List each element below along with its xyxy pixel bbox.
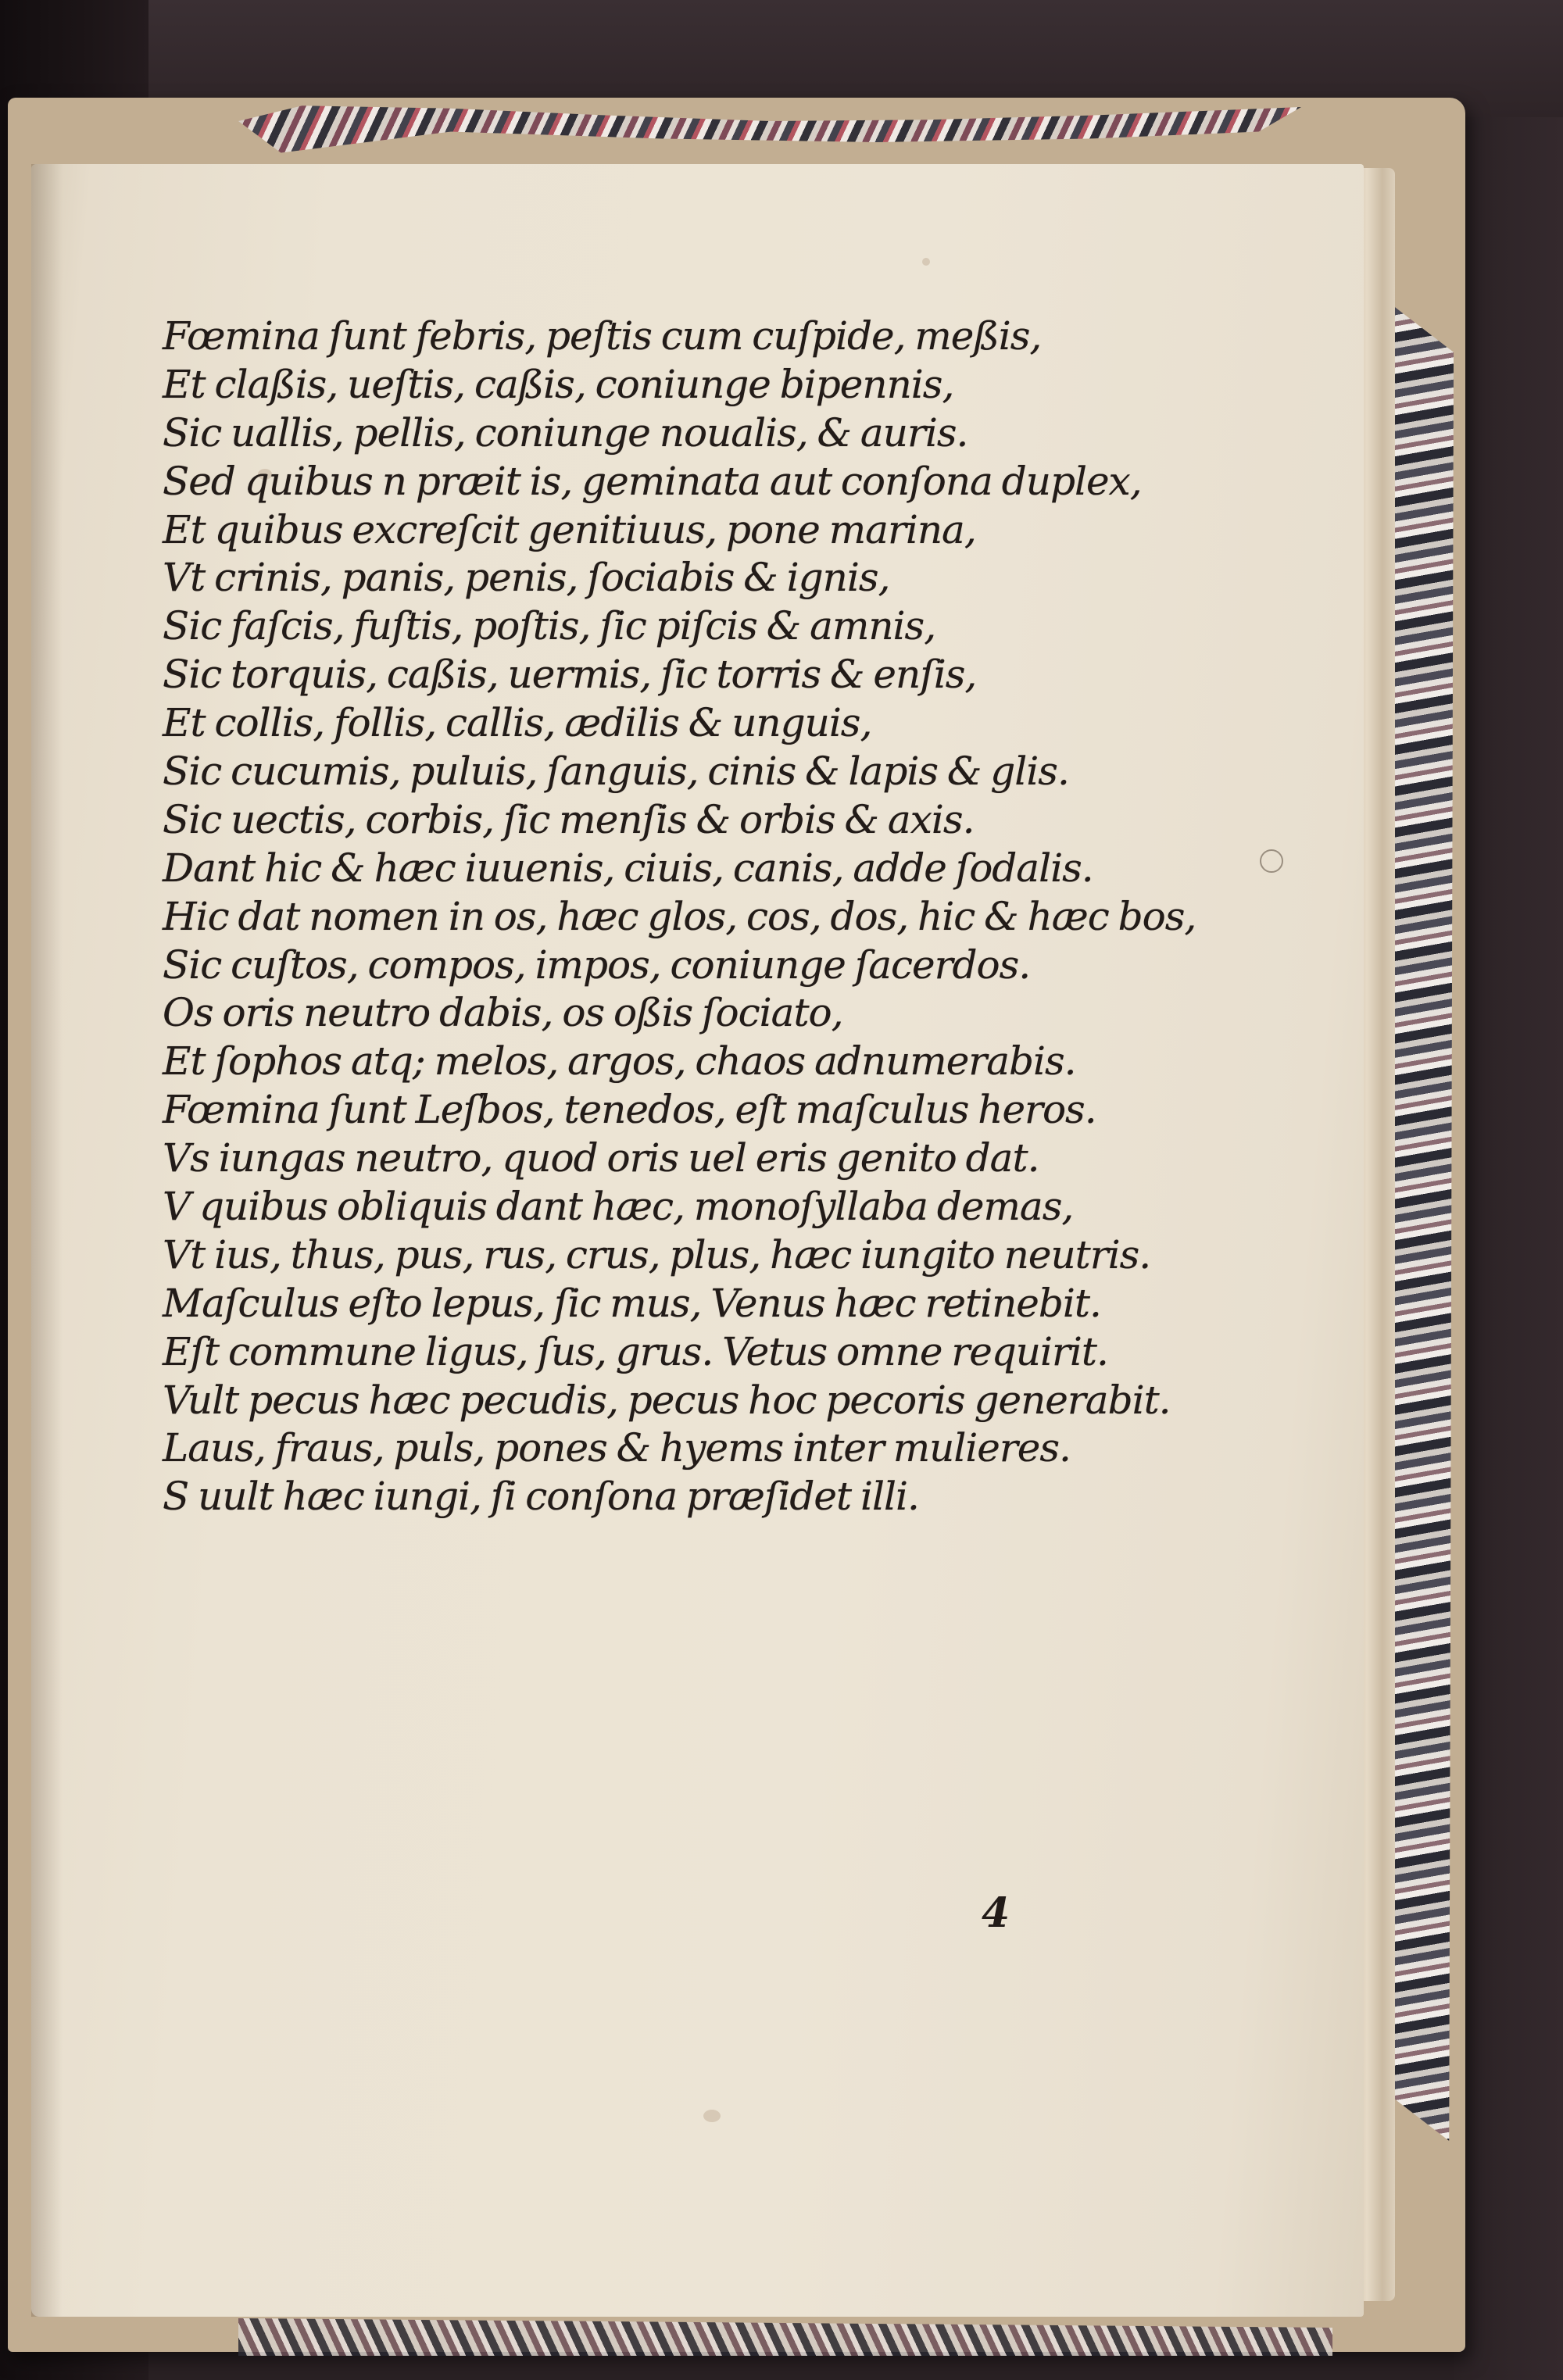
verse-line: Sic cucumis, puluis, ſanguis, cinis & lapis & glis. — [163, 749, 1069, 795]
verse-line: Hic dat nomen in os, hæc glos, cos, dos, hic & hæc bos, — [163, 893, 1196, 939]
verse-line: Et quibus excreſcit genitiuus, pone marina, — [163, 506, 976, 552]
gutter-shadow — [31, 164, 63, 2317]
verse-line: Vt ius, thus, pus, rus, crus, plus, hæc iungito neutris. — [163, 1231, 1151, 1278]
verse-line: Sic uallis, pellis, coniunge noualis, & auris. — [163, 409, 968, 456]
verse-line: Laus, fraus, puls, pones & hyems inter mulieres. — [163, 1425, 1071, 1471]
verse-line: Et claßis, ueſtis, caßis, coniunge bipennis, — [163, 361, 954, 407]
foxing-spot — [703, 2110, 721, 2122]
verse-line: Dant hic & hæc iuuenis, ciuis, canis, adde ſodalis. — [163, 845, 1093, 891]
verse-line: Vt crinis, panis, penis, ſociabis & ignis, — [163, 555, 890, 601]
verse-line: Fœmina ſunt febris, peſtis cum cuſpide, meßis, — [163, 313, 1042, 359]
verse-line: Et collis, follis, callis, ædilis & unguis, — [163, 700, 872, 746]
verse-line: Maſculus eſto lepus, ſic mus, Venus hæc retinebit. — [163, 1280, 1101, 1326]
verse-line: Os oris neutro dabis, os oßis ſociato, — [163, 990, 843, 1036]
verse-line: Eſt commune ligus, ſus, grus. Vetus omne requirit. — [163, 1328, 1108, 1374]
verse-text — [163, 313, 1335, 1521]
verse-line: Sed quibus n præit is, geminata aut conſona duplex, — [163, 458, 1142, 504]
verse-line: Vs iungas neutro, quod oris uel eris genito dat. — [163, 1135, 1039, 1181]
verse-line: Fœmina ſunt Leſbos, tenedos, eſt maſculus heros. — [163, 1087, 1096, 1133]
verse-line: Sic uectis, corbis, ſic menſis & orbis & axis. — [163, 796, 975, 842]
verse-line: Et ſophos atq; melos, argos, chaos adnumerabis. — [163, 1038, 1076, 1085]
dark-background-right — [1454, 117, 1563, 2380]
verse-line: Sic faſcis, fuſtis, poſtis, ſic piſcis & amnis, — [163, 603, 936, 649]
foxing-spot — [922, 258, 930, 266]
verse-line: S uult hæc iungi, ſi conſona præſidet illi. — [163, 1474, 919, 1520]
verse-line: Vult pecus hæc pecudis, pecus hoc pecoris generabit. — [163, 1377, 1171, 1423]
page-number: 4 — [982, 1889, 1010, 1937]
verse-line: V quibus obliquis dant hæc, monoſyllaba demas, — [163, 1184, 1074, 1230]
verse-line: Sic torquis, caßis, uermis, ſic torris & enſis, — [163, 652, 977, 698]
verse-line: Sic cuſtos, compos, impos, coniunge ſacerdos. — [163, 942, 1031, 988]
